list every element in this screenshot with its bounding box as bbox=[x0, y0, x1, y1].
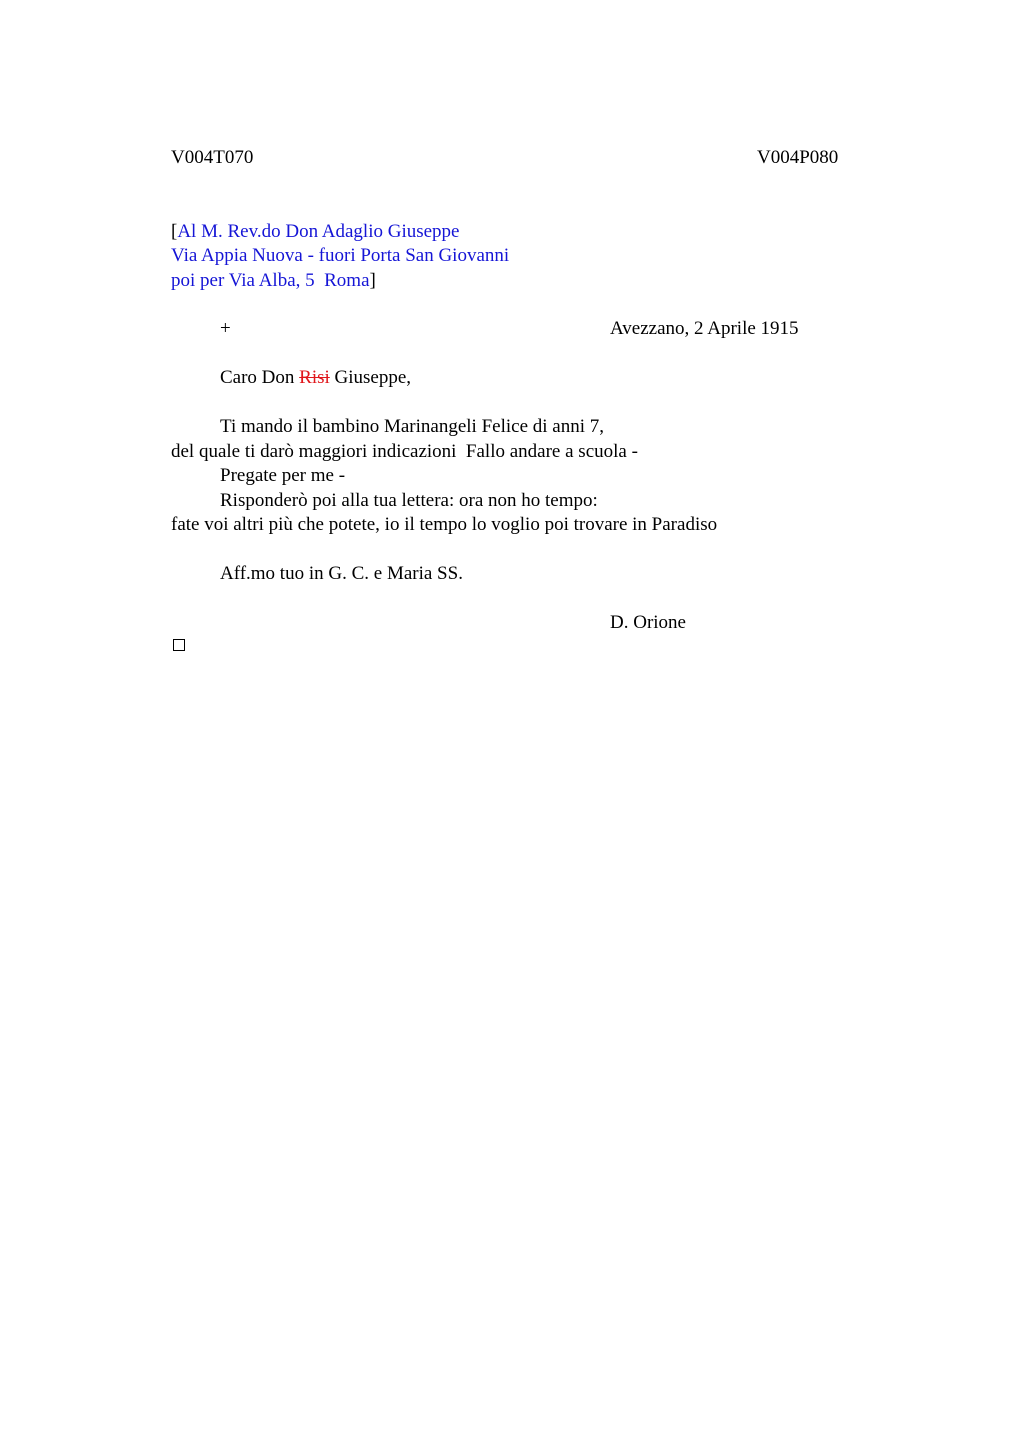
salutation bbox=[220, 366, 411, 390]
address-close-bracket: ] bbox=[369, 270, 376, 291]
body-line-4: Risponderò poi alla tua lettera: ora non ho tempo: bbox=[220, 490, 598, 511]
address-city: poi per Via Alba, 5 Roma bbox=[171, 270, 370, 291]
place-date: Avezzano, 2 Aprile 1915 bbox=[610, 318, 799, 339]
body-line-1: Ti mando il bambino Marinangeli Felice di anni 7, bbox=[220, 416, 604, 437]
struck-word: Risi bbox=[299, 367, 330, 388]
address-line-2: Via Appia Nuova - fuori Porta San Giovanni bbox=[171, 245, 510, 266]
address-line-3 bbox=[171, 269, 376, 293]
body-line-2: del quale ti darò maggiori indicazioni Fallo andare a scuola - bbox=[171, 441, 638, 462]
document-code-right: V004P080 bbox=[757, 147, 839, 168]
address-open-bracket: [ bbox=[171, 221, 178, 242]
document-code-left: V004T070 bbox=[171, 147, 254, 168]
address-recipient: Al M. Rev.do Don Adaglio Giuseppe bbox=[177, 221, 460, 242]
closing-line: Aff.mo tuo in G. C. e Maria SS. bbox=[220, 563, 463, 584]
body-line-3: Pregate per me - bbox=[220, 465, 346, 486]
signature: D. Orione bbox=[610, 612, 686, 633]
address-line-1 bbox=[171, 220, 460, 244]
body-line-5: fate voi altri più che potete, io il tempo lo voglio poi trovare in Paradiso bbox=[171, 514, 718, 535]
salutation-prefix: Caro Don bbox=[220, 367, 300, 388]
salutation-suffix: Giuseppe, bbox=[329, 367, 412, 388]
empty-square-icon bbox=[173, 639, 185, 651]
cross-symbol: + bbox=[220, 318, 231, 339]
